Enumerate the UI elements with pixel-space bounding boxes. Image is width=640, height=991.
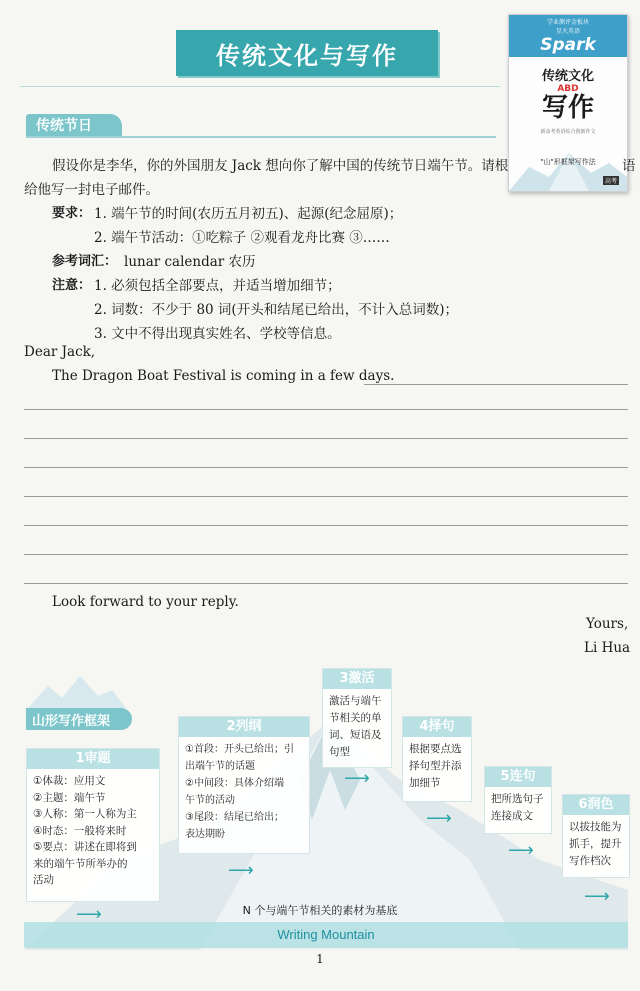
arrow-right-icon: ⟶ (344, 768, 370, 789)
step-line: ②中间段：具体介绍端 (185, 778, 284, 789)
step-line: 择句型并添 (409, 760, 462, 772)
writing-line[interactable] (24, 467, 628, 468)
note-item: 2. 词数：不少于 80 词(开头和结尾已给出，不计入总词数)； (94, 302, 458, 318)
step-line: 午节的活动 (185, 795, 235, 806)
step-line: 抓手，提升 (569, 838, 622, 850)
step-title: 2列纲 (179, 717, 309, 737)
title-rule (20, 86, 500, 87)
step-line: ②主题：端午节 (33, 791, 106, 804)
step-line: 加细节 (409, 777, 441, 789)
step-line: ①首段：开头已给出；引 (185, 744, 294, 755)
framework-tab: 山形写作框架 (26, 708, 132, 730)
step-line: 写作档次 (569, 855, 611, 867)
step-line: 活动 (33, 874, 54, 886)
step-card-review (26, 748, 160, 902)
step-card-polish (562, 794, 630, 878)
writing-line[interactable] (24, 525, 628, 526)
prompt-intro-tail: 语 (622, 158, 636, 174)
base-caption: N 个与端午节相关的素材为基底 (242, 904, 398, 917)
step-line: 激活与端午 (329, 695, 382, 707)
section-tab: 传统节日 (26, 114, 122, 136)
book-cover-header (509, 15, 627, 57)
arrow-right-icon: ⟶ (76, 904, 102, 925)
step-title: 6润色 (563, 795, 629, 815)
book-series: 学业测评金板块 (546, 19, 589, 26)
note-item: 1. 必须包括全部要点，并适当增加细节； (94, 278, 341, 294)
step-line: ①体裁：应用文 (33, 775, 106, 787)
book-brand-logo: Spark (540, 35, 596, 55)
book-subtitle: 新高考英语综合创新作文 (540, 129, 596, 135)
step-line: ④时态：一般将来时 (33, 824, 127, 837)
letter-closing: Look forward to your reply. (52, 594, 239, 610)
writing-line[interactable] (24, 496, 628, 497)
page-number: 1 (316, 952, 324, 966)
step-line: 以拔技能为 (569, 821, 622, 833)
note-item: 3. 文中不得出现真实姓名、学校等信息。 (94, 326, 341, 342)
step-line: 节相关的单 (329, 712, 382, 724)
step-card-outline (178, 716, 310, 854)
requirement-item: 2. 端午节活动：①吃粽子 ②观看龙舟比赛 ③…… (94, 230, 390, 246)
writing-line[interactable] (24, 409, 628, 410)
writing-line[interactable] (24, 583, 628, 584)
vocab-text: lunar calendar 农历 (124, 254, 256, 270)
arrow-right-icon: ⟶ (426, 808, 452, 829)
step-line: ③尾段：结尾已给出； (185, 812, 284, 823)
step-line: 根据要点选 (409, 743, 462, 755)
writing-line[interactable] (24, 438, 628, 439)
requirement-item: 1. 端午节的时间(农历五月初五)、起源(纪念屈原)； (94, 206, 403, 222)
step-line: 表达期盼 (185, 829, 225, 840)
letter-opening: The Dragon Boat Festival is coming in a few days. (52, 368, 395, 384)
step-line: 出端午节的话题 (185, 761, 255, 772)
step-card-connect (484, 766, 552, 834)
book-label: "山"形框架写作法 (540, 158, 596, 166)
letter-signoff: Yours, (586, 616, 629, 632)
book-cover-image (508, 14, 628, 192)
writing-line[interactable] (364, 384, 628, 385)
step-line: 把所选句子 (491, 793, 544, 805)
letter-signature: Li Hua (584, 640, 631, 656)
step-line: ③人称：第一人称为主 (33, 808, 137, 820)
step-line: 连接成文 (491, 810, 533, 822)
writing-mountain-label: Writing Mountain (277, 927, 375, 942)
step-title: 1审题 (27, 749, 159, 769)
step-title: 4择句 (403, 717, 471, 737)
prompt-intro-line2: 给他写一封电子邮件。 (24, 182, 159, 198)
book-title-line2: 写作 (541, 93, 594, 123)
writing-line[interactable] (24, 554, 628, 555)
step-title: 3激活 (323, 669, 391, 689)
requirements-label: 要求： (52, 206, 92, 221)
prompt-intro-line1: 假设你是李华，你的外国朋友 Jack 想向你了解中国的传统节日端午节。请根 (52, 158, 509, 174)
step-line: 来的端午节所举办的 (33, 857, 128, 870)
arrow-right-icon: ⟶ (584, 886, 610, 907)
page-title: 传统文化与写作 (176, 30, 438, 76)
step-line: ⑤要点：讲述在即将到 (33, 841, 137, 853)
step-title: 5连句 (485, 767, 551, 787)
arrow-right-icon: ⟶ (228, 860, 254, 881)
letter-greeting: Dear Jack, (24, 344, 96, 360)
step-line: 句型 (329, 746, 350, 758)
step-line: 词、短语及 (329, 729, 382, 741)
step-card-activate (322, 668, 392, 768)
book-grade-badge: 高考 (604, 178, 617, 185)
step-card-select (402, 716, 472, 802)
book-logo-letters: ABD (557, 84, 579, 94)
arrow-right-icon: ⟶ (508, 840, 534, 861)
section-rule (26, 136, 496, 138)
vocab-label: 参考词汇： (52, 254, 118, 269)
book-publisher: 星火英语 (555, 28, 580, 35)
notes-label: 注意： (52, 278, 92, 293)
book-title-line1: 传统文化 (541, 69, 594, 84)
